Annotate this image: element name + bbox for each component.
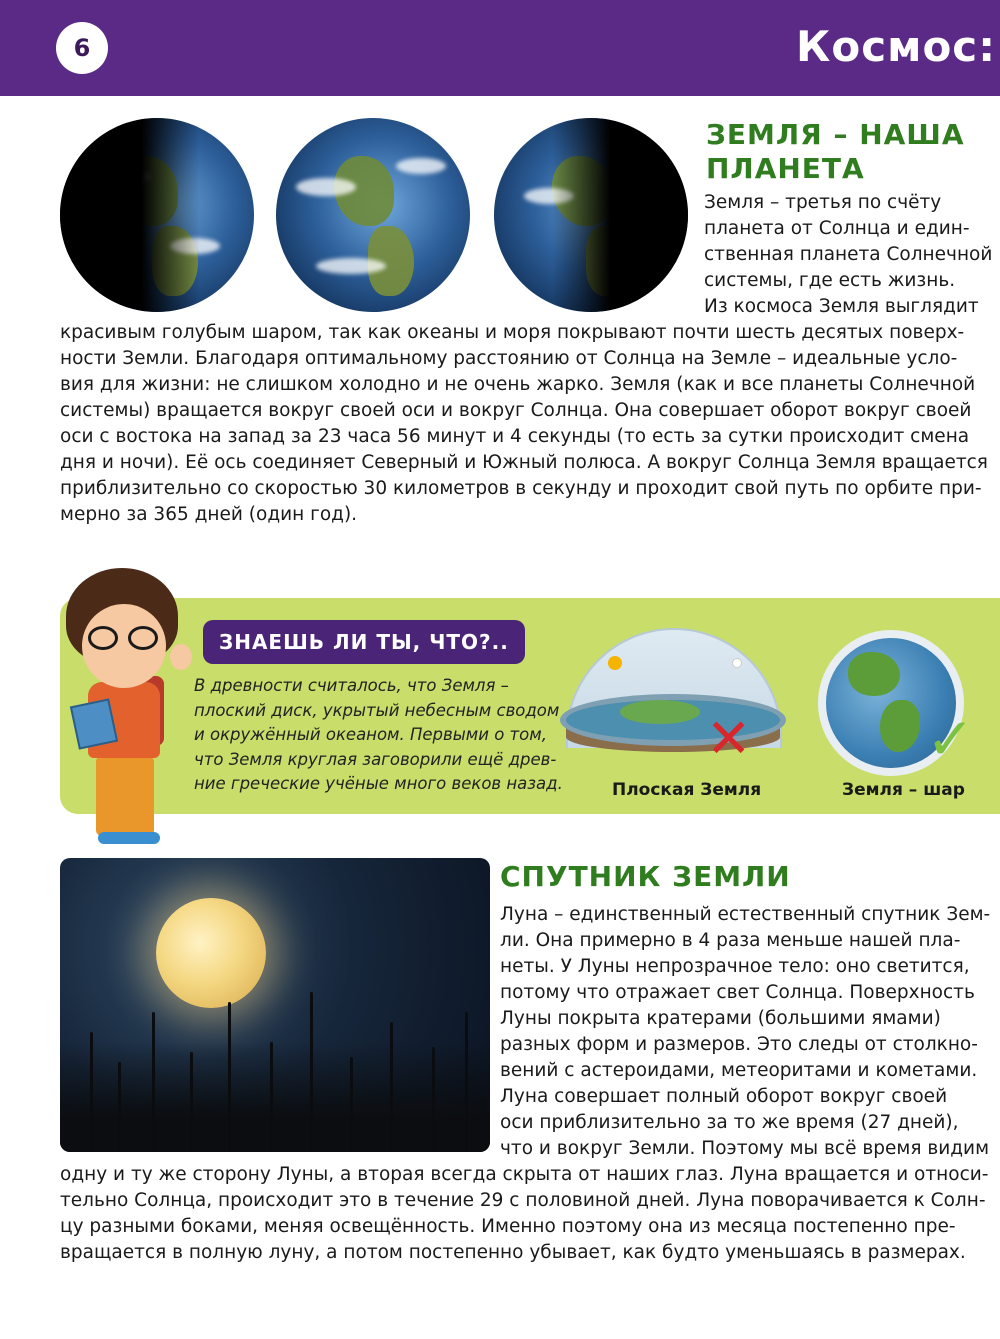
text-line: мерно за 365 дней (один год). bbox=[60, 504, 358, 525]
text-line: и окружённый океаном. Первыми о том, bbox=[194, 725, 547, 744]
earth-section-title bbox=[706, 118, 965, 186]
text-line: что Земля круглая заговорили ещё древ- bbox=[194, 749, 557, 769]
earth-globe-image bbox=[276, 118, 470, 312]
text-line: приблизительно со скоростью 30 километров в секунду и проходит свой путь по орбите при- bbox=[60, 478, 982, 499]
moon-icon bbox=[156, 898, 266, 1008]
text-line: В древности считалось, что Земля – bbox=[194, 676, 509, 695]
text-line: оси с востока на запад за 23 часа 56 минут и 4 секунды (то есть за сутки происходит смена bbox=[60, 426, 970, 447]
text-line: одну и ту же сторону Луны, а вторая всегда скрыта от наших глаз. Луна вращается и относи- bbox=[60, 1164, 989, 1185]
sun-icon bbox=[608, 656, 622, 670]
moon-paragraph-intro bbox=[500, 902, 990, 1162]
moon-photo bbox=[60, 858, 490, 1152]
text-line: цу разными боками, меняя освещённость. Именно поэтому она из месяца постепенно пре- bbox=[60, 1216, 956, 1237]
earth-paragraph-intro bbox=[704, 190, 992, 320]
text-line: оси приблизительно за то же время (27 дней), bbox=[500, 1112, 959, 1133]
text-line: дня и ночи). Её ось соединяет Северный и Южный полюса. А вокруг Солнца Земля вращается bbox=[60, 452, 988, 473]
text-line: вений с астероидами, метеоритами и кометами. bbox=[500, 1060, 978, 1081]
text-line: ние греческие учёные много веков назад. bbox=[194, 774, 563, 793]
earth-globe-image bbox=[60, 118, 254, 312]
did-you-know-text bbox=[194, 674, 563, 797]
earth-title-line: ПЛАНЕТА bbox=[706, 152, 865, 185]
earth-paragraph-body bbox=[60, 320, 988, 528]
text-line: Луны покрыта кратерами (большими ямами) bbox=[500, 1008, 941, 1029]
text-line: ности Земли. Благодаря оптимальному расстоянию от Солнца на Земле – идеальные усло- bbox=[60, 348, 958, 369]
text-line: разных форм и размеров. Это следы от столкно- bbox=[500, 1034, 978, 1055]
text-line: неты. У Луны непрозрачное тело: оно светится, bbox=[500, 956, 970, 977]
page-number: 6 bbox=[56, 22, 108, 74]
round-earth-caption: Земля – шар bbox=[842, 780, 965, 800]
header-band bbox=[0, 0, 1000, 96]
did-you-know-tag: ЗНАЕШЬ ЛИ ТЫ, ЧТО?.. bbox=[203, 620, 525, 664]
text-line: ли. Она примерно в 4 раза меньше нашей пла- bbox=[500, 930, 961, 951]
section-title: Космос: bbox=[796, 22, 996, 71]
text-line: вращается в полную луну, а потом постепенно убывает, как будто уменьшаясь в размерах. bbox=[60, 1242, 966, 1263]
moon-section-title: СПУТНИК ЗЕМЛИ bbox=[500, 860, 791, 893]
text-line: Луна – единственный естественный спутник Зем- bbox=[500, 904, 991, 925]
flat-earth-caption: Плоская Земля bbox=[612, 780, 762, 800]
earth-title-line: ЗЕМЛЯ – НАША bbox=[706, 118, 965, 151]
text-line: потому что отражает свет Солнца. Поверхность bbox=[500, 982, 975, 1003]
text-line: Из космоса Земля выглядит bbox=[704, 296, 979, 317]
text-line: красивым голубым шаром, так как океаны и моря покрывают почти шесть десятых поверх- bbox=[60, 322, 965, 343]
glasses-icon bbox=[86, 626, 162, 650]
text-line: ственная планета Солнечной bbox=[704, 244, 993, 265]
text-line: системы) вращается вокруг своей оси и вокруг Солнца. Она совершает оборот вокруг своей bbox=[60, 400, 972, 421]
text-line: Луна совершает полный оборот вокруг своей bbox=[500, 1086, 948, 1107]
moon-icon bbox=[732, 658, 742, 668]
text-line: вия для жизни: не слишком холодно и не очень жарко. Земля (как и все планеты Солнечной bbox=[60, 374, 976, 395]
text-line: плоский диск, укрытый небесным сводом bbox=[194, 700, 560, 720]
text-line: планета от Солнца и един- bbox=[704, 218, 970, 239]
text-line: системы, где есть жизнь. bbox=[704, 270, 956, 291]
text-line: Земля – третья по счёту bbox=[704, 192, 942, 213]
text-line: что и вокруг Земли. Поэтому мы всё время видим bbox=[500, 1138, 990, 1159]
earth-globe-image bbox=[494, 118, 688, 312]
moon-paragraph-body bbox=[60, 1162, 988, 1266]
check-icon: ✓ bbox=[926, 705, 975, 773]
cross-icon: ✕ bbox=[706, 707, 752, 770]
text-line: тельно Солнца, происходит это в течение 29 с половиной дней. Луна поворачивается к Солн- bbox=[60, 1190, 986, 1211]
